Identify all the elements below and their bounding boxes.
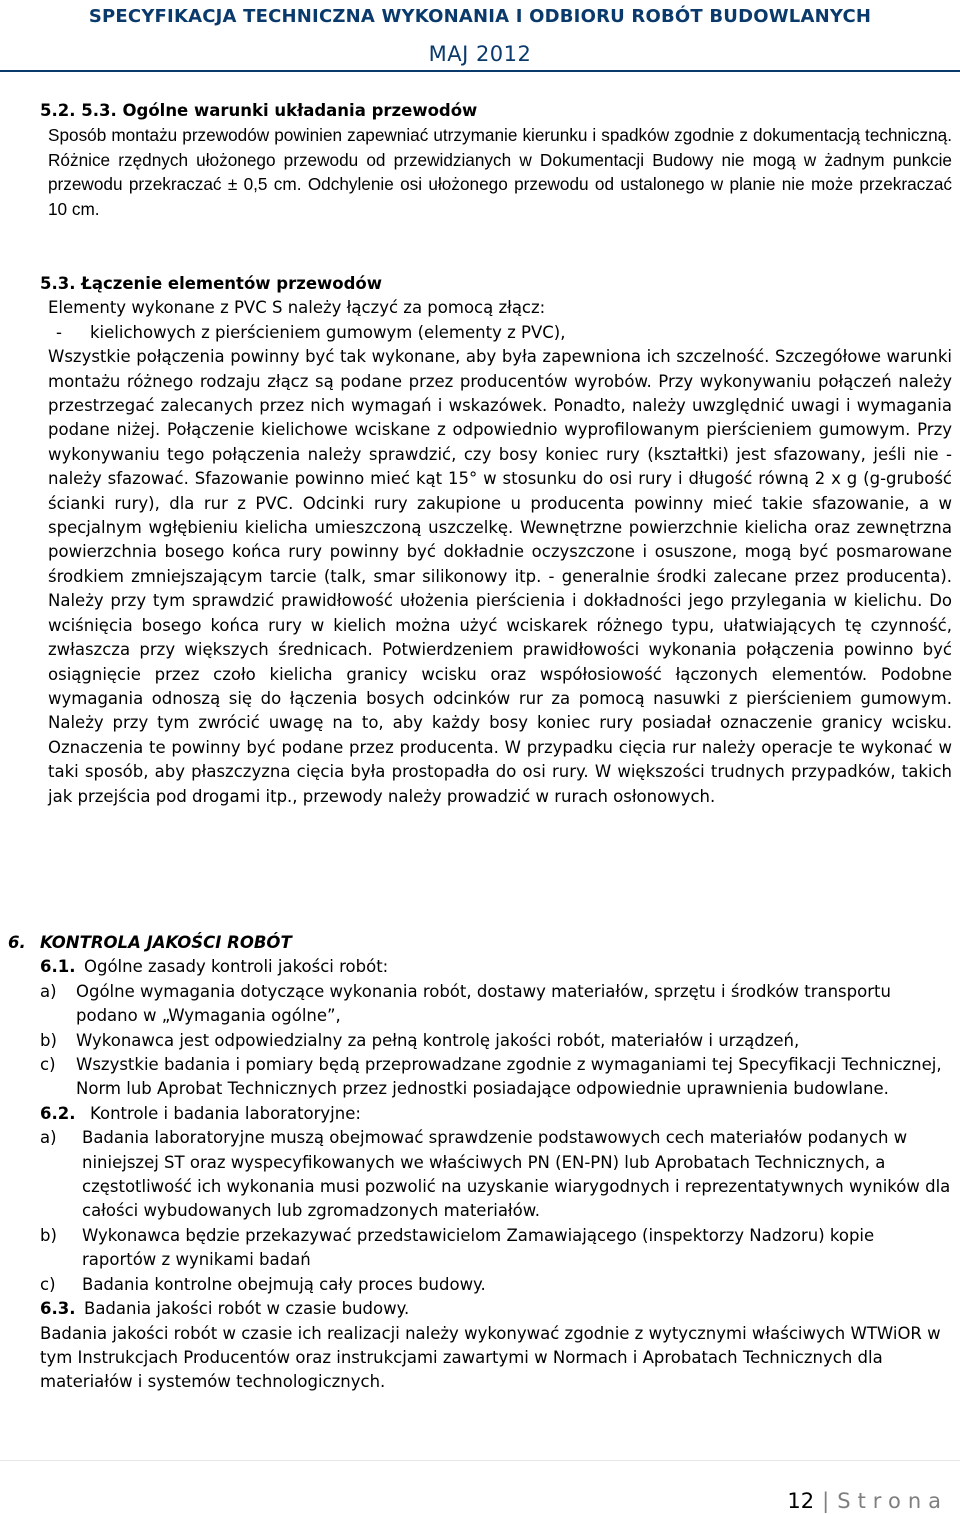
section-title: KONTROLA JAKOŚCI ROBÓT xyxy=(40,933,292,952)
list-text: Ogólne wymagania dotyczące wykonania robót, dostawy materiałów, sprzętu i środków transportu podano w „Wymagania ogólne”, xyxy=(76,981,891,1026)
section-paragraph: Badania jakości robót w czasie ich realizacji należy wykonywać zgodnie z wytycznymi właściwych WTWiOR w tym Instrukcjach Producentów oraz instrukcjami zawartymi w Normach i Aprobatach Technicznych dla materiałów i systemów technologicznych. xyxy=(40,1323,941,1392)
section-intro: Elementy wykonane z PVC S należy łączyć za pomocą złącz: xyxy=(48,298,546,318)
subsection-heading xyxy=(40,1297,952,1321)
subsection-heading xyxy=(40,955,952,979)
section-heading: 5.3. Łączenie elementów przewodów xyxy=(40,274,382,293)
subsection-number: 6.1. xyxy=(40,957,76,977)
list-text: Wykonawca jest odpowiedzialny za pełną kontrolę jakości robót, materiałów i urządzeń, xyxy=(76,1030,800,1050)
list-item xyxy=(40,1029,952,1053)
footer-separator: | xyxy=(822,1489,830,1513)
list-item xyxy=(40,1224,952,1273)
section-heading xyxy=(8,931,952,955)
footer-divider xyxy=(0,1460,960,1461)
section-number: 6. xyxy=(8,933,26,952)
subsection-title: Badania jakości robót w czasie budowy. xyxy=(84,1299,410,1319)
subsection-number: 6.3. xyxy=(40,1299,76,1319)
header-divider xyxy=(0,70,960,72)
list-marker: b) xyxy=(40,1030,57,1050)
section-paragraph: Sposób montażu przewodów powinien zapewniać utrzymanie kierunku i spadków zgodnie z dokumentacją techniczną. Różnice rzędnych ułożonego przewodu od przewidzianych w Dokumentacji Budowy nie mogą w żadnym punkcie przewodu przekraczać ± 0,5 cm. Odchylenie osi ułożonego przewodu od ustalonego w planie nie może przekraczać 10 cm. xyxy=(48,125,952,219)
page-number: 12 xyxy=(787,1489,815,1513)
section-5-3-general xyxy=(40,99,952,221)
list-item xyxy=(40,1053,952,1102)
list-item xyxy=(40,1273,952,1297)
list-marker: c) xyxy=(40,1274,56,1294)
list-text: Badania kontrolne obejmują cały proces budowy. xyxy=(82,1274,486,1294)
page-footer xyxy=(787,1489,948,1513)
list-text: Wszystkie badania i pomiary będą przeprowadzane zgodnie z wymaganiami tej Specyfikacji Technicznej, Norm lub Aprobat Technicznych przez jednostki posiadające odpowiednie uprawnienia budowlane. xyxy=(76,1055,942,1099)
list-marker: - xyxy=(56,322,62,342)
page-label: Strona xyxy=(837,1489,948,1513)
subsection-number: 6.2. xyxy=(40,1103,76,1123)
document-title: SPECYFIKACJA TECHNICZNA WYKONANIA I ODBIORU ROBÓT BUDOWLANYCH xyxy=(88,6,872,27)
list-marker: a) xyxy=(40,981,57,1001)
section-paragraph: Wszystkie połączenia powinny być tak wykonane, aby była zapewniona ich szczelność. Szczegółowe warunki montażu różnego rodzaju złącz są podane przez producentów wyrobów. Przy wykonywaniu połączeń należy przestrzegać zalecanych przez nich wymagań i wskazówek. Ponadto, należy uwzględnić uwagi i wymagania podane niżej. Połączenie kielichowe wciskane z odpowiednio wyprofilowanym pierścieniem gumowym. Przy wykonywaniu tego połączenia należy sprawdzić, czy bosy koniec rury (kształtki) jest sfazowany, jeśli nie - należy sfazować. Sfazowanie powinno mieć kąt 15° w stosunku do osi rury i długość równą 2 x g (g-grubość ścianki rury), dla rur z PVC. Odcinki rury zakupione u producenta powinny mieć takie sfazowanie, a w specjalnym wgłębieniu kielicha umieszczoną uszczelkę. Wewnętrzne powierzchnie kielicha oraz zewnętrzna powierzchnia bosego końca rury powinny być dokładnie oczyszczone i osuszone, mogą być posmarowane środkiem zmniejszającym tarcie (talk, smar silikonowy itp. - generalnie środki zalecane przez producenta). Należy przy tym sprawdzić prawidłowość ułożenia pierścienia i dokładności jego przylegania w kielichu. Do wciśnięcia bosego końca rury w kielich można użyć wciskarek różnego typu, ułatwiających tę czynność, zwłaszcza przy większych średnicach. Potwierdzeniem prawidłowości wykonania połączenia powinno być osiągnięcie przez czoło kielicha granicy wcisku oraz współosiowość łączonych elementów. Podobne wymagania odnoszą się do łączenia bosych odcinków rur za pomocą nasuwki z pierścieniem gumowym. Należy przy tym zwrócić uwagę na to, aby każdy bosy koniec rury posiadał oznaczenie granicy wcisku. Oznaczenia te powinny być podane przez producenta. W przypadku cięcia rur należy operacje te wykonać w taki sposób, aby płaszczyzna cięcia była prostopadła do osi rury. W większości trudnych przypadków, takich jak przejścia pod drogami itp., przewody należy prowadzić w rurach osłonowych. xyxy=(48,347,952,806)
section-heading: 5.2. 5.3. Ogólne warunki układania przewodów xyxy=(40,101,478,120)
subsection-title: Kontrole i badania laboratoryjne: xyxy=(90,1103,361,1123)
list-marker: a) xyxy=(40,1128,57,1148)
section-6-quality-control xyxy=(8,931,952,1395)
list-text: Wykonawca będzie przekazywać przedstawicielom Zamawiającego (inspektorzy Nadzoru) kopie raportów z wynikami badań xyxy=(82,1225,875,1270)
document-date: MAJ 2012 xyxy=(428,42,532,66)
list-item xyxy=(40,321,952,345)
list-marker: c) xyxy=(40,1055,56,1075)
subsection-title: Ogólne zasady kontroli jakości robót: xyxy=(84,957,389,977)
list-text: Badania laboratoryjne muszą obejmować sprawdzenie podstawowych cech materiałów podanych w niniejszej ST oraz wyspecyfikowanych we właściwych PN (EN-PN) lub Aprobatach Technicznych, a częstotliwość ich wykonania musi pozwolić na uzyskanie wiarygodnych i reprezentatywnych wyników dla całości wybudowanych lub zgromadzonych materiałów. xyxy=(82,1128,951,1221)
section-5-3-joining xyxy=(40,272,952,809)
list-item xyxy=(40,980,952,1029)
list-marker: b) xyxy=(40,1225,57,1245)
list-text: kielichowych z pierścieniem gumowym (elementy z PVC), xyxy=(90,322,566,342)
list-item xyxy=(40,1126,952,1224)
subsection-heading xyxy=(40,1102,952,1126)
